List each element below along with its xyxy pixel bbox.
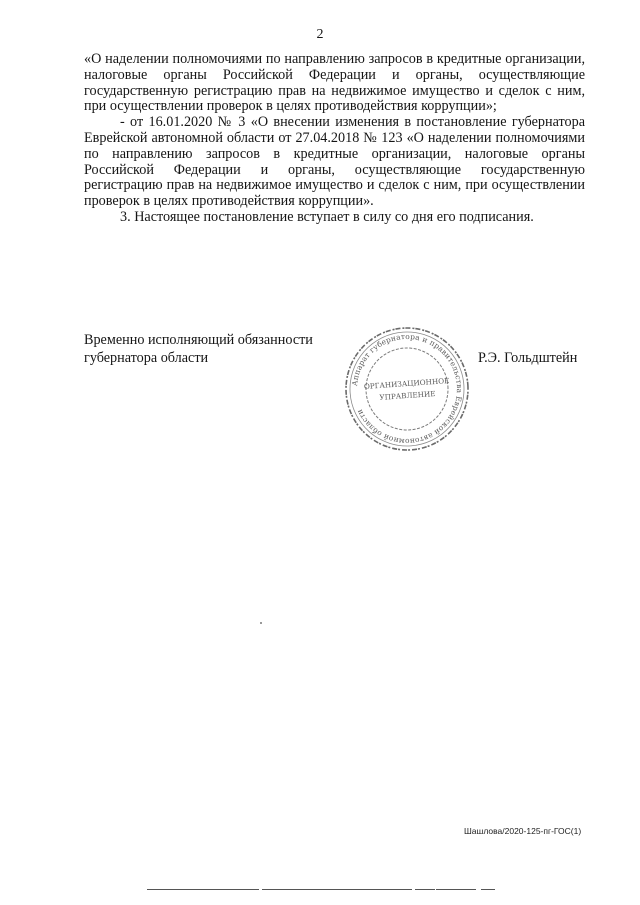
bottom-rule-segment [415,889,435,890]
seal-center-line-1: ОРГАНИЗАЦИОННОЕ [363,376,450,391]
official-seal-stamp [340,322,474,456]
paragraph-effective-date: 3. Настоящее постановление вступает в силу со дня его подписания. [120,208,534,225]
paragraph-amendment-item: - от 16.01.2020 № 3 «О внесении изменения в постановление губернатора Еврейской автономной области от 27.04.2018 № 123 «О наделении полномочиями по направлению запросов в кредитные организации, налоговые органы Российской Федерации и органы, осуществляющие государственную регистрацию прав на недвижимое имущество и сделок с ним, при осуществлении проверок в целях противодействия коррупции». [84,114,585,210]
bottom-rule-segment [436,889,476,890]
seal-ring-text: Аппарат губернатора и правительства Еврейской автономной области [350,331,465,447]
document-body [84,52,585,226]
signer-name: Р.Э. Гольдштейн [478,350,578,366]
paragraph-continuation: «О наделении полномочиями по направлению запросов в кредитные организации, налоговые органы Российской Федерации и органы, осуществляющие государственную регистрацию прав на недвижимое имущество и сделок с ним, при осуществлении проверок в целях противодействия коррупции»; [84,51,585,115]
page-number: 2 [316,27,324,42]
seal-center-line-2: УПРАВЛЕНИЕ [379,389,436,402]
scan-artifact [260,622,262,624]
signature-position-line-2: губернатора области [84,350,209,366]
signature-position-line-1: Временно исполняющий обязанности [84,332,313,348]
signature-position [84,331,313,367]
bottom-rule-segment [147,889,259,890]
document-code: Шашлова/2020-125-пг-ГОС(1) [464,826,582,836]
bottom-rule-segment [481,889,495,890]
bottom-rule-segment [262,889,412,890]
